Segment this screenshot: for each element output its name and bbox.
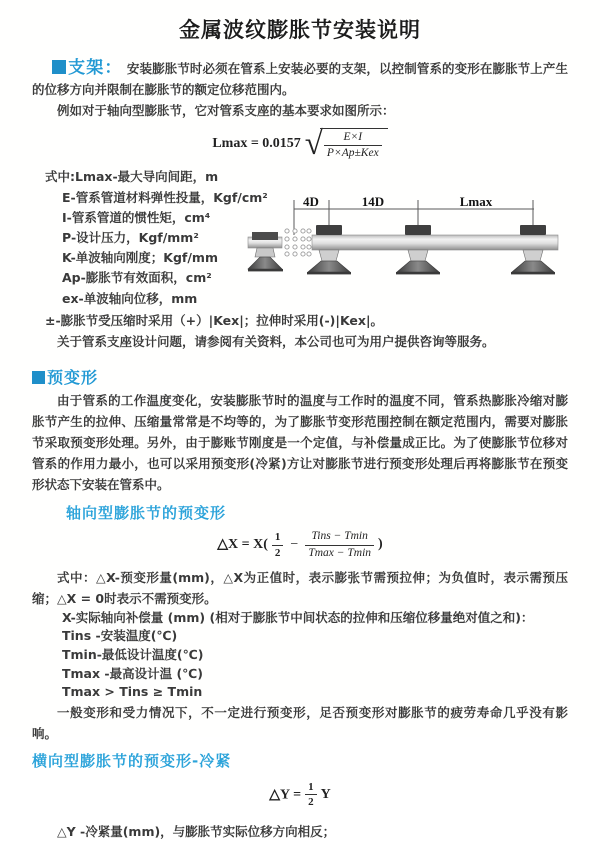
pipe-support-diagram [248,195,600,295]
axial-preform-formula [32,530,568,559]
lateral-note: △Y -冷紧量(mm)，与膨胀节实际位移方向相反； [57,824,336,840]
bellows-expansion-joint [285,229,311,256]
definition-item: I-管系管道的惯性矩，cm⁴ [62,209,211,225]
lmax-formula [32,126,568,163]
lateral-preform-heading: 横向型膨胀节的预变形-冷紧 [32,751,232,770]
definition-item: P-设计压力，Kgf/mm² [62,230,199,246]
support-example-line: 例如对于轴向型膨胀节，它对管系支座的基本要求如图所示： [57,103,395,118]
definition-item: ex-单波轴向位移，mm [62,290,198,306]
lmax-formula-denominator: P×Ap±Kex [326,147,379,160]
minus-operator: − [290,537,299,553]
dim-label-lmax: Lmax [459,194,493,210]
definition-item: 式中:Lmax-最大导向间距，m [45,169,219,185]
dim-label-14d: 14D [361,194,385,210]
preform-section-heading [32,365,568,388]
section-bullet-square [52,60,66,74]
axial-note: 一般变形和受力情况下，不一定进行预变形，足否预变形对膨胀节的疲劳寿命几乎没有影响。 [32,704,568,741]
definition-item: E-管系管道材料弹性投量，Kgf/cm² [62,189,268,205]
lateral-preform-formula [32,781,568,809]
definition-item: Tins -安装温度(℃) [62,628,178,644]
plus-minus-note: ±-膨胀节受压缩时采用（+）|Kex|；拉伸时采用(-)|Kex|。 [45,313,384,329]
dim-label-4d: 4D [303,194,319,210]
section-bullet-square [32,371,45,384]
definition-item: Tmax -最高设计温 (℃) [62,665,204,681]
preform-heading-label: 预变形 [47,368,99,388]
anchor-support [248,232,283,271]
definition-item: Tmin-最低设计温度(℃) [62,647,204,663]
one-half-fraction: $\frac{1}{2}$ [305,781,317,809]
definition-item: X-实际轴向补偿量 (mm) (相对于膨胀节中间状态的拉伸和压缩位移量绝对值之和)： [62,609,534,625]
lateral-formula-rhs: Y [320,786,331,802]
axial-preform-heading: 轴向型膨胀节的预变形 [66,504,227,523]
definitions-block [32,167,568,309]
temperature-fraction: $\frac{\text{Tins − Tmin}}{Tmax - Tmin}$ [305,530,374,559]
one-half-fraction: $\frac{1}{2}$ [272,531,284,559]
lmax-formula-lhs: Lmax = 0.0157 [212,136,301,152]
closing-paren: ) [378,537,383,553]
definition-item: Ap-膨胀节有效面积，cm² [62,270,212,286]
definition-item: K-单波轴向刚度；Kgf/mm [62,250,218,266]
sqrt-content [320,128,388,160]
support-intro-text: 安装膨胀节时必须在管系上安装必要的支架，以控制管系的变形在膨胀节上产生的位移方向并限制在膨胀节的额定位移范围内。 [32,61,569,97]
service-note: 关于管系支座设计问题，请参阅有关资料，本公司也可为用户提供咨询等服务。 [57,334,495,350]
sqrt-radical-sign: √ [304,126,323,163]
support-section-paragraph [32,58,568,100]
lmax-formula-numerator: E×I [324,131,382,146]
definition-item: Tmax > Tins ≥ Tmin [62,684,203,700]
preform-body-paragraph: 由于管系的工作温度变化，安装膨胀节时的温度与工作时的温度不同，管系热膨胀冷缩对膨胀节产生的拉伸、压缩量常常是不均等的，为了膨胀节变形范围控制在额定范围内，需要对膨胀节采取预变形处理。另外，由于膨账节刚度是一个定值，与补偿量成正比。为了使膨胀节位移对管系的作用力最小，也可以采用预变形(冷紧)方让对膨胀节进行预变形处理后再将膨胀节在预变形状态下安装在管系中。 [32,393,568,493]
axial-definitions-list [32,609,568,702]
axial-where-paragraph: 式中：△X-预变形量(mm)，△X为正值时，表示膨张节需预拉伸；为负值时，表示需预压缩；△X = 0时表示不需预变形。 [32,569,568,606]
support-section-heading: 支架： [68,58,123,78]
page-title: 金属波纹膨胀节安装说明 [179,18,421,42]
lateral-formula-lhs: △Y = [269,787,302,803]
axial-formula-lhs: △X = X( [217,537,268,553]
